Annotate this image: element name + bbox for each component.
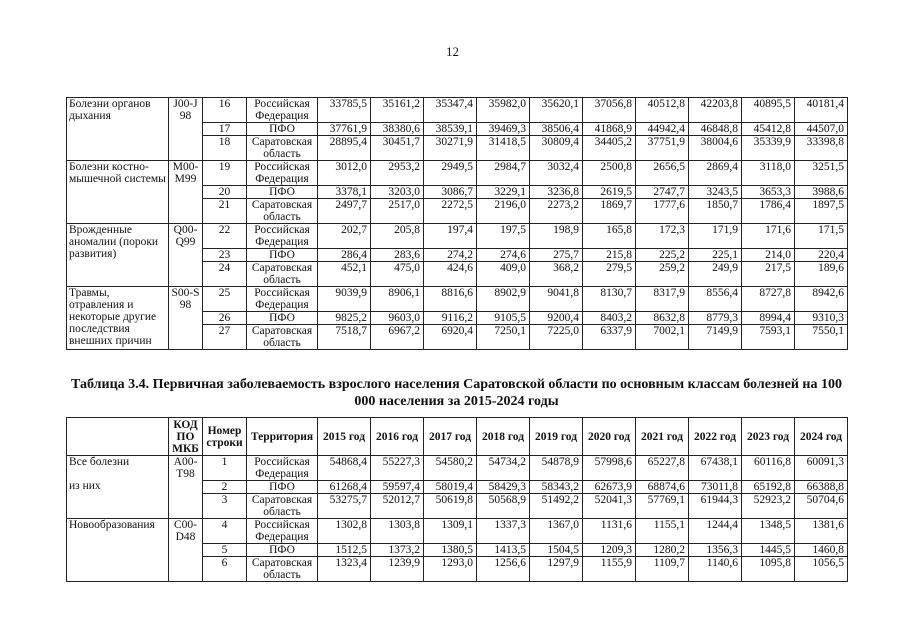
header-year: 2015 год	[318, 418, 371, 456]
value-cell: 3203,0	[371, 186, 424, 199]
value-cell: 51492,2	[530, 494, 583, 519]
disease-class-name: Врожденные аномалии (пороки развития)	[69, 224, 159, 260]
value-cell: 2196,0	[477, 199, 530, 224]
value-cell: 61268,4	[318, 481, 371, 494]
value-cell: 3378,1	[318, 186, 371, 199]
value-cell: 40181,4	[795, 98, 848, 123]
value-cell: 1897,5	[795, 199, 848, 224]
value-cell: 35620,1	[530, 98, 583, 123]
value-cell: 50619,8	[424, 494, 477, 519]
value-cell: 8130,7	[583, 287, 636, 312]
value-cell: 73011,8	[689, 481, 742, 494]
row-number: 3	[203, 494, 247, 519]
value-cell: 2869,4	[689, 161, 742, 186]
value-cell: 205,8	[371, 224, 424, 249]
territory: Саратовская область	[247, 494, 318, 519]
value-cell: 35161,2	[371, 98, 424, 123]
table-row	[67, 98, 848, 123]
territory: ПФО	[247, 249, 318, 262]
value-cell: 1303,8	[371, 519, 424, 544]
value-cell: 2272,5	[424, 199, 477, 224]
disease-class-name: Болезни органов дыхания	[69, 98, 151, 122]
value-cell: 1367,0	[530, 519, 583, 544]
value-cell: 7250,1	[477, 325, 530, 350]
header-year: 2016 год	[371, 418, 424, 456]
value-cell: 368,2	[530, 262, 583, 287]
value-cell: 9825,2	[318, 312, 371, 325]
value-cell: 53275,7	[318, 494, 371, 519]
header-blank	[67, 418, 169, 456]
value-cell: 3243,5	[689, 186, 742, 199]
header-year: 2021 год	[636, 418, 689, 456]
value-cell: 452,1	[318, 262, 371, 287]
value-cell: 3251,5	[795, 161, 848, 186]
value-cell: 214,0	[742, 249, 795, 262]
table-row	[67, 287, 848, 312]
value-cell: 217,5	[742, 262, 795, 287]
value-cell: 8816,6	[424, 287, 477, 312]
value-cell: 1460,8	[795, 544, 848, 557]
value-cell: 7225,0	[530, 325, 583, 350]
value-cell: 259,2	[636, 262, 689, 287]
row-number: 4	[203, 519, 247, 544]
value-cell: 37056,8	[583, 98, 636, 123]
territory: Саратовская область	[247, 325, 318, 350]
value-cell: 2500,8	[583, 161, 636, 186]
value-cell: 8994,4	[742, 312, 795, 325]
header-year: 2020 год	[583, 418, 636, 456]
icd-code: S00-S98	[169, 287, 203, 350]
icd-code: Q00-Q99	[169, 224, 203, 287]
value-cell: 42203,8	[689, 98, 742, 123]
icd-code: M00-M99	[169, 161, 203, 224]
row-number: 27	[203, 325, 247, 350]
value-cell: 1786,4	[742, 199, 795, 224]
row-number: 6	[203, 557, 247, 582]
disease-class-cell	[67, 224, 169, 287]
header-year: 2022 год	[689, 418, 742, 456]
value-cell: 165,8	[583, 224, 636, 249]
value-cell: 38004,6	[689, 136, 742, 161]
value-cell: 35982,0	[477, 98, 530, 123]
page-number: 12	[446, 44, 459, 59]
territory: Российская Федерация	[247, 287, 318, 312]
table-disease-classes-continued	[66, 97, 848, 350]
value-cell: 279,5	[583, 262, 636, 287]
disease-class-subnote: из них	[69, 480, 101, 492]
table-caption: Таблица 3.4. Первичная заболеваемость взрослого населения Саратовской области по основным классам болезней на 100 000 населения за 2015-2024 годы	[71, 377, 842, 409]
header-code: КОД ПО МКБ	[169, 418, 203, 456]
value-cell: 8403,2	[583, 312, 636, 325]
row-number: 19	[203, 161, 247, 186]
value-cell: 1095,8	[742, 557, 795, 582]
value-cell: 44507,0	[795, 123, 848, 136]
value-cell: 1302,8	[318, 519, 371, 544]
value-cell: 38539,1	[424, 123, 477, 136]
value-cell: 1209,3	[583, 544, 636, 557]
value-cell: 67438,1	[689, 456, 742, 481]
value-cell: 1131,6	[583, 519, 636, 544]
disease-class-name: Все болезни	[69, 456, 130, 468]
value-cell: 6920,4	[424, 325, 477, 350]
value-cell: 9310,3	[795, 312, 848, 325]
territory: Российская Федерация	[247, 161, 318, 186]
value-cell: 50704,6	[795, 494, 848, 519]
value-cell: 1140,6	[689, 557, 742, 582]
value-cell: 46848,8	[689, 123, 742, 136]
disease-class-cell	[67, 456, 169, 519]
value-cell: 39469,3	[477, 123, 530, 136]
territory: ПФО	[247, 186, 318, 199]
row-number: 17	[203, 123, 247, 136]
value-cell: 215,8	[583, 249, 636, 262]
value-cell: 52012,7	[371, 494, 424, 519]
value-cell: 2953,2	[371, 161, 424, 186]
value-cell: 37761,9	[318, 123, 371, 136]
territory: Российская Федерация	[247, 224, 318, 249]
value-cell: 50568,9	[477, 494, 530, 519]
row-number: 25	[203, 287, 247, 312]
value-cell: 286,4	[318, 249, 371, 262]
value-cell: 225,1	[689, 249, 742, 262]
row-number: 21	[203, 199, 247, 224]
value-cell: 9105,5	[477, 312, 530, 325]
value-cell: 1445,5	[742, 544, 795, 557]
value-cell: 1869,7	[583, 199, 636, 224]
value-cell: 33785,5	[318, 98, 371, 123]
value-cell: 54868,4	[318, 456, 371, 481]
value-cell: 1244,4	[689, 519, 742, 544]
row-number: 5	[203, 544, 247, 557]
value-cell: 8317,9	[636, 287, 689, 312]
header-year: 2023 год	[742, 418, 795, 456]
value-cell: 9041,8	[530, 287, 583, 312]
value-cell: 9116,2	[424, 312, 477, 325]
header-row-number: Номер строки	[203, 418, 247, 456]
territory: Российская Федерация	[247, 519, 318, 544]
value-cell: 7550,1	[795, 325, 848, 350]
value-cell: 424,6	[424, 262, 477, 287]
row-number: 20	[203, 186, 247, 199]
header-year: 2018 год	[477, 418, 530, 456]
value-cell: 3118,0	[742, 161, 795, 186]
value-cell: 202,7	[318, 224, 371, 249]
value-cell: 1348,5	[742, 519, 795, 544]
value-cell: 34405,2	[583, 136, 636, 161]
value-cell: 225,2	[636, 249, 689, 262]
value-cell: 6337,9	[583, 325, 636, 350]
territory: ПФО	[247, 481, 318, 494]
value-cell: 59597,4	[371, 481, 424, 494]
disease-class-name: Травмы, отравления и некоторые другие последствия внешних причин	[69, 287, 157, 347]
value-cell: 8727,8	[742, 287, 795, 312]
value-cell: 60091,3	[795, 456, 848, 481]
value-cell: 60116,8	[742, 456, 795, 481]
value-cell: 57769,1	[636, 494, 689, 519]
value-cell: 40895,5	[742, 98, 795, 123]
value-cell: 65227,8	[636, 456, 689, 481]
territory: Российская Федерация	[247, 456, 318, 481]
territory: Саратовская область	[247, 262, 318, 287]
value-cell: 57998,6	[583, 456, 636, 481]
value-cell: 38506,4	[530, 123, 583, 136]
row-number: 2	[203, 481, 247, 494]
value-cell: 283,6	[371, 249, 424, 262]
value-cell: 38380,6	[371, 123, 424, 136]
value-cell: 1373,2	[371, 544, 424, 557]
value-cell: 220,4	[795, 249, 848, 262]
icd-code: J00-J98	[169, 98, 203, 161]
row-number: 23	[203, 249, 247, 262]
territory: ПФО	[247, 312, 318, 325]
value-cell: 7002,1	[636, 325, 689, 350]
value-cell: 3653,3	[742, 186, 795, 199]
value-cell: 45412,8	[742, 123, 795, 136]
territory: Саратовская область	[247, 557, 318, 582]
value-cell: 475,0	[371, 262, 424, 287]
value-cell: 1356,3	[689, 544, 742, 557]
value-cell: 2984,7	[477, 161, 530, 186]
value-cell: 198,9	[530, 224, 583, 249]
value-cell: 44942,4	[636, 123, 689, 136]
value-cell: 3032,4	[530, 161, 583, 186]
value-cell: 61944,3	[689, 494, 742, 519]
header-year: 2024 год	[795, 418, 848, 456]
value-cell: 35347,4	[424, 98, 477, 123]
value-cell: 3086,7	[424, 186, 477, 199]
value-cell: 3012,0	[318, 161, 371, 186]
value-cell: 2656,5	[636, 161, 689, 186]
header-territory: Территория	[247, 418, 318, 456]
value-cell: 37751,9	[636, 136, 689, 161]
value-cell: 54878,9	[530, 456, 583, 481]
row-number: 22	[203, 224, 247, 249]
disease-class-cell	[67, 98, 169, 161]
value-cell: 8632,8	[636, 312, 689, 325]
value-cell: 1504,5	[530, 544, 583, 557]
value-cell: 58343,2	[530, 481, 583, 494]
territory: Саратовская область	[247, 199, 318, 224]
value-cell: 7518,7	[318, 325, 371, 350]
value-cell: 40512,8	[636, 98, 689, 123]
value-cell: 2497,7	[318, 199, 371, 224]
value-cell: 65192,8	[742, 481, 795, 494]
value-cell: 197,5	[477, 224, 530, 249]
value-cell: 3229,1	[477, 186, 530, 199]
value-cell: 7593,1	[742, 325, 795, 350]
value-cell: 1280,2	[636, 544, 689, 557]
value-cell: 171,6	[742, 224, 795, 249]
value-cell: 1297,9	[530, 557, 583, 582]
value-cell: 1323,4	[318, 557, 371, 582]
row-number: 1	[203, 456, 247, 481]
value-cell: 52041,3	[583, 494, 636, 519]
value-cell: 274,2	[424, 249, 477, 262]
value-cell: 58019,4	[424, 481, 477, 494]
row-number: 26	[203, 312, 247, 325]
value-cell: 8942,6	[795, 287, 848, 312]
value-cell: 1850,7	[689, 199, 742, 224]
disease-class-cell	[67, 519, 169, 582]
territory: Саратовская область	[247, 136, 318, 161]
value-cell: 274,6	[477, 249, 530, 262]
value-cell: 8779,3	[689, 312, 742, 325]
value-cell: 28895,4	[318, 136, 371, 161]
value-cell: 33398,8	[795, 136, 848, 161]
value-cell: 1777,6	[636, 199, 689, 224]
value-cell: 172,3	[636, 224, 689, 249]
value-cell: 2273,2	[530, 199, 583, 224]
row-number: 18	[203, 136, 247, 161]
value-cell: 52923,2	[742, 494, 795, 519]
value-cell: 1056,5	[795, 557, 848, 582]
value-cell: 197,4	[424, 224, 477, 249]
value-cell: 30271,9	[424, 136, 477, 161]
value-cell: 171,5	[795, 224, 848, 249]
value-cell: 2619,5	[583, 186, 636, 199]
value-cell: 189,6	[795, 262, 848, 287]
table-row	[67, 224, 848, 249]
value-cell: 30451,7	[371, 136, 424, 161]
disease-class-cell	[67, 161, 169, 224]
disease-class-name: Новообразования	[69, 519, 155, 531]
value-cell: 41868,9	[583, 123, 636, 136]
value-cell: 2747,7	[636, 186, 689, 199]
value-cell: 1337,3	[477, 519, 530, 544]
territory: ПФО	[247, 544, 318, 557]
value-cell: 62673,9	[583, 481, 636, 494]
table-row	[67, 519, 848, 544]
value-cell: 54734,2	[477, 456, 530, 481]
value-cell: 1109,7	[636, 557, 689, 582]
icd-code: C00-D48	[169, 519, 203, 582]
value-cell: 68874,6	[636, 481, 689, 494]
icd-code: A00-T98	[169, 456, 203, 519]
value-cell: 3988,6	[795, 186, 848, 199]
header-year: 2017 год	[424, 418, 477, 456]
value-cell: 2517,0	[371, 199, 424, 224]
value-cell: 1381,6	[795, 519, 848, 544]
disease-class-cell	[67, 287, 169, 350]
value-cell: 1512,5	[318, 544, 371, 557]
value-cell: 7149,9	[689, 325, 742, 350]
value-cell: 8906,1	[371, 287, 424, 312]
value-cell: 58429,3	[477, 481, 530, 494]
value-cell: 171,9	[689, 224, 742, 249]
disease-class-name: Болезни костно-мышечной системы	[69, 161, 166, 185]
value-cell: 409,0	[477, 262, 530, 287]
value-cell: 1413,5	[477, 544, 530, 557]
table-row	[67, 161, 848, 186]
value-cell: 66388,8	[795, 481, 848, 494]
table-row	[67, 456, 848, 481]
territory: Российская Федерация	[247, 98, 318, 123]
value-cell: 8902,9	[477, 287, 530, 312]
value-cell: 8556,4	[689, 287, 742, 312]
value-cell: 2949,5	[424, 161, 477, 186]
value-cell: 1293,0	[424, 557, 477, 582]
value-cell: 31418,5	[477, 136, 530, 161]
table-primary-incidence	[66, 417, 848, 582]
row-number: 24	[203, 262, 247, 287]
value-cell: 9200,4	[530, 312, 583, 325]
value-cell: 30809,4	[530, 136, 583, 161]
value-cell: 6967,2	[371, 325, 424, 350]
value-cell: 249,9	[689, 262, 742, 287]
value-cell: 55227,3	[371, 456, 424, 481]
value-cell: 35339,9	[742, 136, 795, 161]
value-cell: 1256,6	[477, 557, 530, 582]
value-cell: 9603,0	[371, 312, 424, 325]
territory: ПФО	[247, 123, 318, 136]
value-cell: 9039,9	[318, 287, 371, 312]
value-cell: 1380,5	[424, 544, 477, 557]
value-cell: 1309,1	[424, 519, 477, 544]
row-number: 16	[203, 98, 247, 123]
value-cell: 275,7	[530, 249, 583, 262]
value-cell: 1155,9	[583, 557, 636, 582]
header-year: 2019 год	[530, 418, 583, 456]
value-cell: 3236,8	[530, 186, 583, 199]
value-cell: 54580,2	[424, 456, 477, 481]
value-cell: 1239,9	[371, 557, 424, 582]
value-cell: 1155,1	[636, 519, 689, 544]
